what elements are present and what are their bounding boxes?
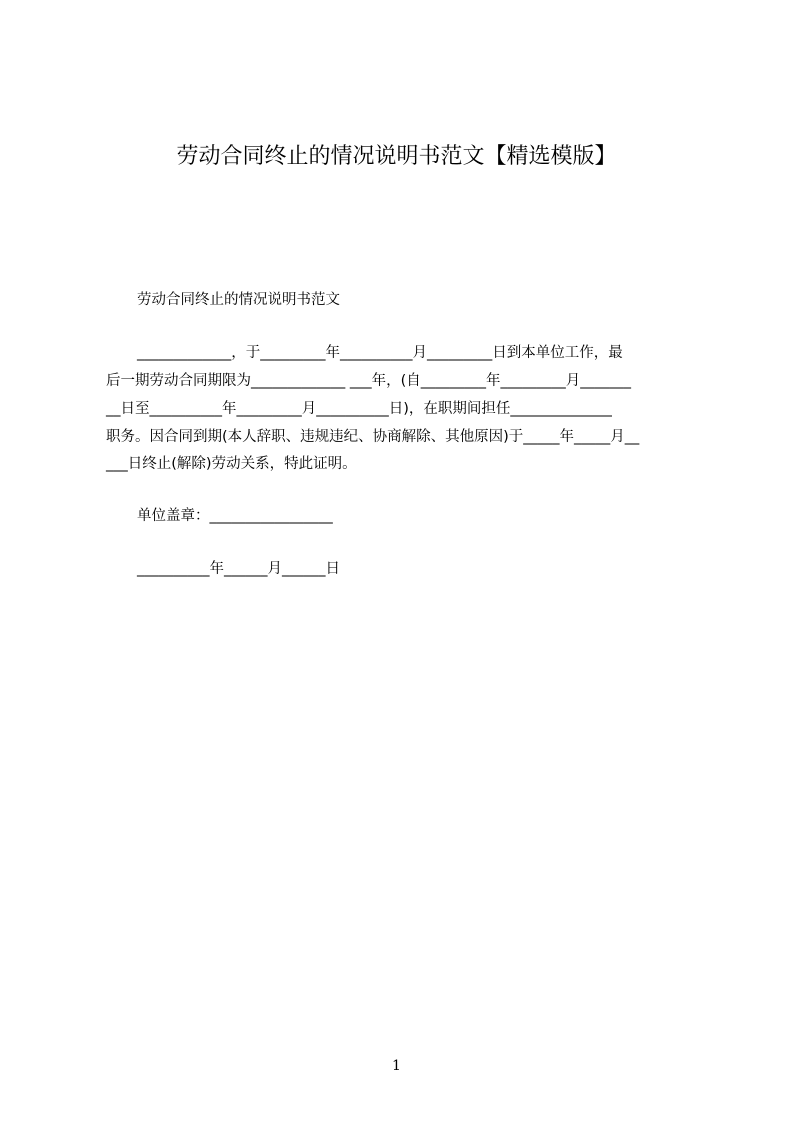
body-line-1: _____________，于_________年__________月_________日到本单位工作，最 <box>137 345 623 361</box>
body-line-4: 职务。因合同到期(本人辞职、违规违纪、协商解除、其他原因)于_____年_____月__ <box>106 429 640 445</box>
body-line-2: 后一期劳动合同期限为_____________ ___年，(自_________年_________月_______ <box>106 373 632 389</box>
body-line-3: __日至__________年_________月__________日)，在职期间担任______________ <box>106 401 612 417</box>
body-line-5: ___日终止(解除)劳动关系，特此证明。 <box>106 456 357 472</box>
document-title: 劳动合同终止的情况说明书范文【精选模版】 <box>176 144 617 169</box>
document-subtitle: 劳动合同终止的情况说明书范文 <box>137 292 340 308</box>
date-line: __________年______月______日 <box>137 561 340 577</box>
page-number: 1 <box>392 1058 401 1074</box>
seal-line: 单位盖章：_________________ <box>137 508 333 524</box>
